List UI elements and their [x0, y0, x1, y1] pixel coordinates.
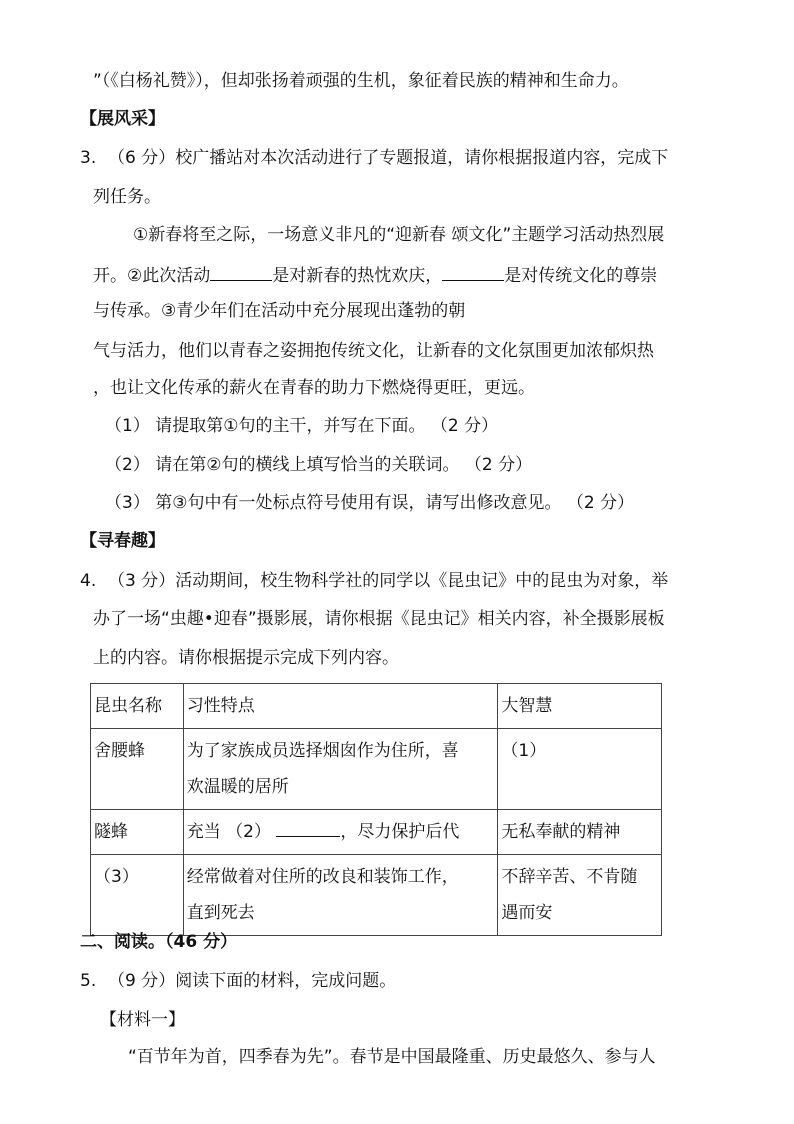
cell-text: 充当 （2） [186, 822, 272, 842]
table-row [91, 729, 662, 810]
table-cell: 隧蜂 [91, 810, 184, 855]
cell-text: ，尽力保护后代 [340, 822, 460, 842]
table-cell: 舍腰蜂 [91, 729, 184, 810]
table-cell [183, 810, 498, 855]
question-number: 5. [80, 971, 97, 991]
material-label: 【材料一】 [100, 1010, 185, 1030]
text-segment: 是对新春的热忱欢庆， [272, 266, 443, 286]
text-line [93, 262, 657, 287]
table-cell [498, 855, 662, 936]
text-line: ，也让文化传承的薪火在青春的助力下燃烧得更旺，更远。 [93, 378, 535, 398]
text-line: 办了一场“虫趣•迎春”摄影展，请你根据《昆虫记》相关内容，补全摄影展板 [93, 609, 665, 629]
table-row [91, 855, 662, 936]
cell-line: 遇而安 [501, 903, 553, 923]
fill-blank [276, 818, 340, 837]
text-line: 列任务。 [93, 187, 161, 207]
question-number: 3. [80, 148, 97, 168]
sub-question: （1） 请提取第①句的主干，并写在下面。 （2 分） [105, 416, 499, 436]
header-cell: 大智慧 [498, 684, 662, 729]
cell-line: 直到死去 [186, 903, 255, 923]
table-cell: （1） [498, 729, 662, 810]
insect-table [90, 683, 662, 936]
section-heading: 【寻春趣】 [80, 531, 165, 551]
header-cell: 习性特点 [183, 684, 498, 729]
table-row [91, 810, 662, 855]
table-cell: （3） [91, 855, 184, 936]
fill-blank [210, 262, 272, 281]
header-cell: 昆虫名称 [91, 684, 184, 729]
cell-line: 不辞辛苦、不肯随 [501, 867, 638, 887]
table-header-row [91, 684, 662, 729]
text-line: ”（《白杨礼赞》），但却张扬着顽强的生机，象征着民族的精神和生命力。 [93, 71, 629, 91]
table-cell [183, 729, 498, 810]
text-line: 上的内容。请你根据提示完成下列内容。 [93, 648, 399, 668]
question-text: （9 分）阅读下面的材料，完成问题。 [108, 971, 397, 991]
table-cell: 无私奉献的精神 [498, 810, 662, 855]
text-line: ①新春将至之际，一场意义非凡的“迎新春 颂文化”主题学习活动热烈展 [133, 225, 665, 245]
table-cell [183, 855, 498, 936]
question-text: （3 分）活动期间，校生物科学社的同学以《昆虫记》中的昆虫为对象，举 [108, 571, 669, 591]
fill-blank [442, 262, 504, 281]
text-line: 与传承。③青少年们在活动中充分展现出蓬勃的朝 [93, 301, 466, 321]
cell-line: 欢温暖的居所 [186, 777, 289, 797]
sub-question: （2） 请在第②句的横线上填写恰当的关联词。 （2 分） [105, 455, 533, 475]
text-segment: 开。②此次活动 [93, 266, 211, 286]
cell-line: 为了家族成员选择烟囱作为住所，喜 [186, 741, 459, 761]
question-text: （6 分）校广播站对本次活动进行了专题报道，请你根据报道内容，完成下 [108, 148, 669, 168]
text-line: 气与活力，他们以青春之姿拥抱传统文化，让新春的文化氛围更加浓郁炽热 [93, 341, 654, 361]
section-heading: 二、阅读。（46 分） [80, 932, 238, 952]
cell-line: 经常做着对住所的改良和装饰工作， [186, 867, 459, 887]
text-line: “百节年为首，四季春为先”。春节是中国最隆重、历史最悠久、参与人 [128, 1047, 656, 1067]
question-number: 4. [80, 571, 97, 591]
text-segment: 是对传统文化的尊崇 [504, 266, 658, 286]
sub-question: （3） 第③句中有一处标点符号使用有误，请写出修改意见。 （2 分） [105, 493, 635, 513]
section-heading: 【展风采】 [80, 109, 165, 129]
